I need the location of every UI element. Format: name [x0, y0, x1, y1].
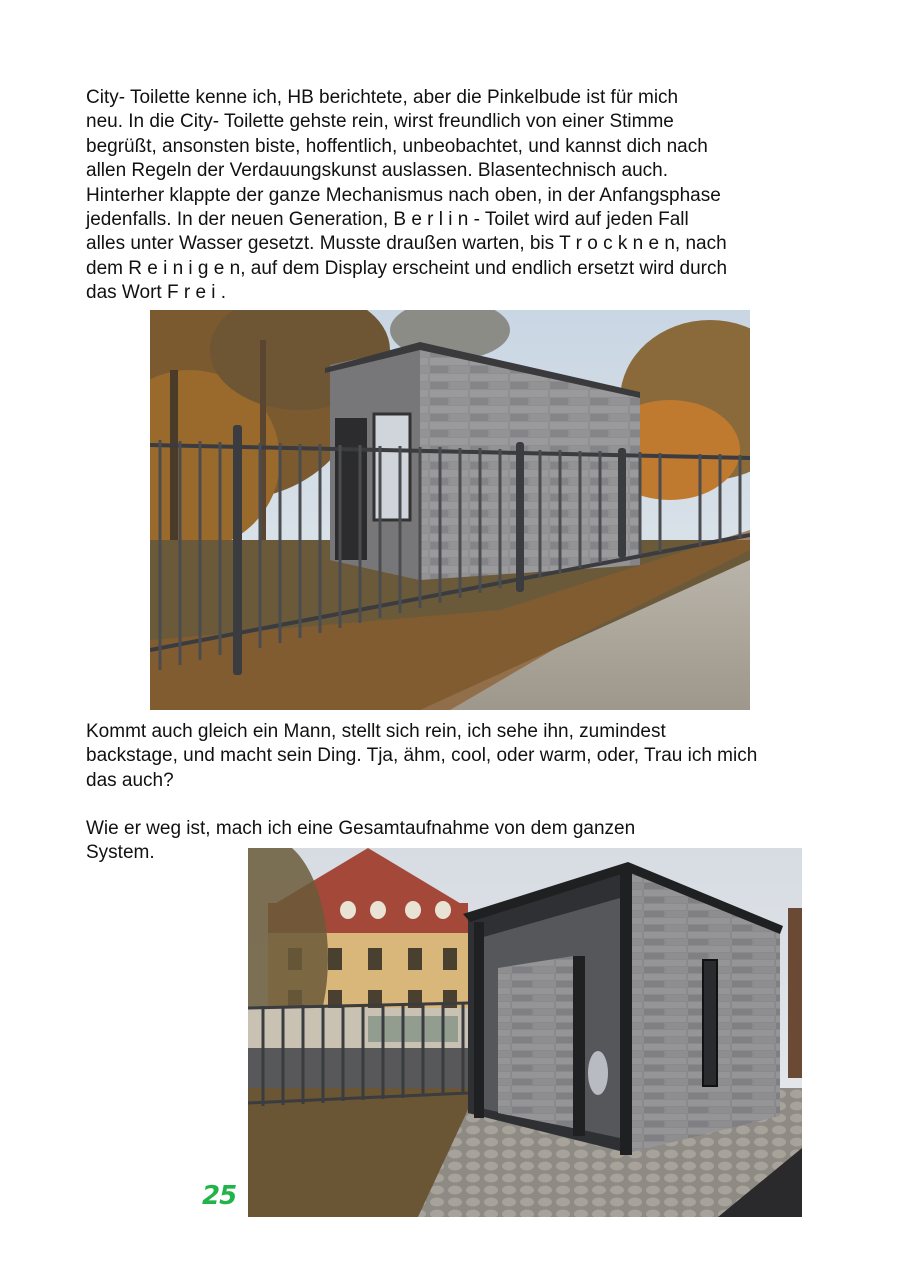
photo-toilet-system-overview: [248, 848, 802, 1217]
paragraph-backstage: Kommt auch gleich ein Mann, stellt sich rein, ich sehe ihn, zumindest backstage, und macht sein Ding. Tja, ähm, cool, oder warm, oder, Trau ich mich das auch?: [86, 721, 758, 791]
paragraph-overview-photo: Wie er weg ist, mach ich eine Gesamtaufnahme von dem ganzen System.: [86, 818, 636, 864]
page-number: 25: [202, 1181, 237, 1211]
paragraph-intro: City- Toilette kenne ich, HB berichtete, aber die Pinkelbude ist für mich neu. In die City- Toilette gehste rein, wirst freundlich von einer Stimme begrüßt, ansonsten biste, hoffentlich, unbeobachtet, und kannst dich nach allen Regeln der Verdauungskunst auslassen. Blasentechnisch auch. Hinterher klappte der ganze Mechanismus nach oben, in der Anfangsphase jedenfalls. In der neuen Generation, B e r l i n - Toilet wird auf jeden Fall alles unter Wasser gesetzt. Musste draußen warten, bis T r o c k n e n, nach dem R e i n i g e n, auf dem Display erscheint und endlich ersetzt wird durch das Wort F r e i .: [86, 87, 728, 304]
photo-toilet-behind-fence: [150, 310, 750, 710]
